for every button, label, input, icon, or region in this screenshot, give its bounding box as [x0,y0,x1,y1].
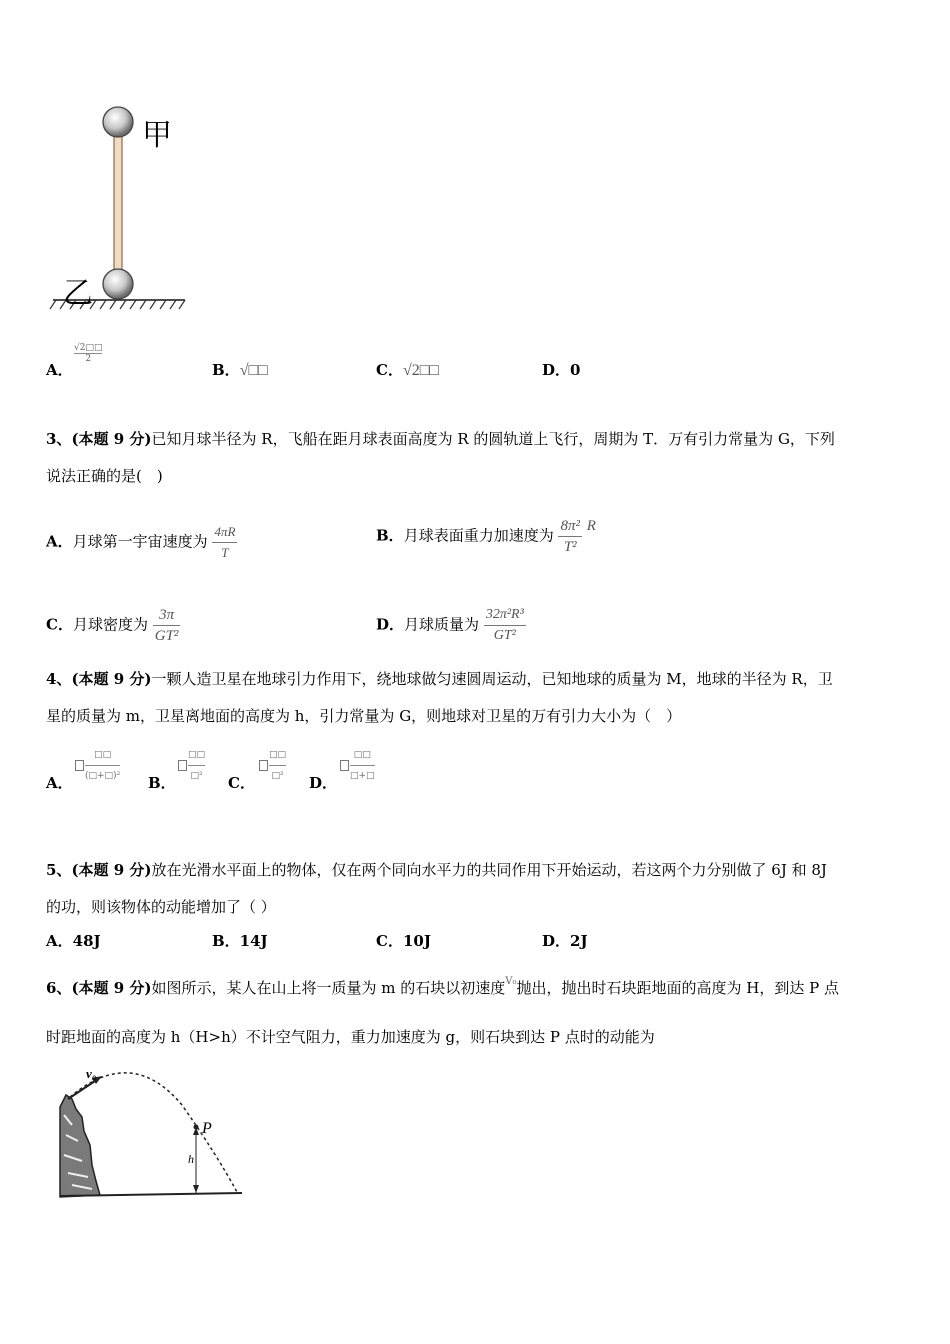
ball-bottom [103,269,133,299]
label-h: h [188,1152,194,1166]
q5-line1: 5、(本题 9 分)放在光滑水平面上的物体，仅在两个同向水平力的共同作用下开始运动，若这两个力分别做了 6J 和 8J [46,861,827,879]
q5-option-b: B．14J [212,932,268,950]
q6-line2: 时距地面的高度为 h（H>h）不计空气阻力，重力加速度为 g，则石块到达 P 点时的动能为 [46,1028,655,1046]
q6-line1: 6、(本题 9 分)如图所示，某人在山上将一质量为 m 的石块以初速度$^{V_0}$抛出，抛出时石块距地面的高度为 H，到达 P 点 [46,976,839,997]
q4-line2: 星的质量为 m，卫星离地面的高度为 h，引力常量为 G，则地球对卫星的万有引力大小为（ ） [46,707,682,725]
rod [114,125,122,285]
q5-line2: 的功，则该物体的动能增加了（ ） [46,898,276,916]
label-v0: v₀ [86,1066,97,1081]
q4-option-d: D． [309,774,338,792]
q3-option-d: D．月球质量为 $\frac{\text{32π²R³}}{\text{GT²}}$ [376,607,524,643]
q3-line1: 3、(本题 9 分)已知月球半径为 R，飞船在距月球表面高度为 R 的圆轨道上飞行，周期为 T．万有引力常量为 G，下列 [46,430,835,448]
label-yi: 乙 [63,276,93,311]
q3-option-a: A．月球第一宇宙速度为 $\frac{4\pi R}{T}$ [46,524,236,560]
q2-option-d: D．0 [542,361,581,379]
q4-option-c: C． [228,774,255,792]
q5-option-c: C．10J [376,932,431,950]
label-jia: 甲 [142,118,172,153]
q4-line1: 4、(本题 9 分)一颗人造卫星在地球引力作用下，绕地球做匀速圆周运动，已知地球的质量为 M，地球的半径为 R，卫 [46,670,833,688]
q3-line2: 说法正确的是( ) [46,467,163,485]
q4-option-a: A． [46,774,73,792]
ball-top [103,107,133,137]
cliff [60,1095,100,1197]
q2-option-c: C．√2□□ [376,361,440,379]
q3-option-c: C．月球密度为 $\frac{3\pi}{\text{GT²}}$ [46,607,179,644]
velocity-arrow [68,1079,98,1099]
q5-option-a: A．48J [46,932,101,950]
q3-option-b: B．月球表面重力加速度为 $\frac{\text{8π²}}{\text{T²}}$ R [376,518,596,555]
q2-option-a-expr: $\frac{√2□□}{2}$ [74,343,103,364]
q2-option-b: B．√□□ [212,361,268,379]
label-p: P [202,1120,212,1137]
q2-option-a: A． [46,361,73,379]
q4-option-b: B． [148,774,176,792]
q5-option-d: D．2J [542,932,588,950]
projectile-figure [52,1065,247,1200]
